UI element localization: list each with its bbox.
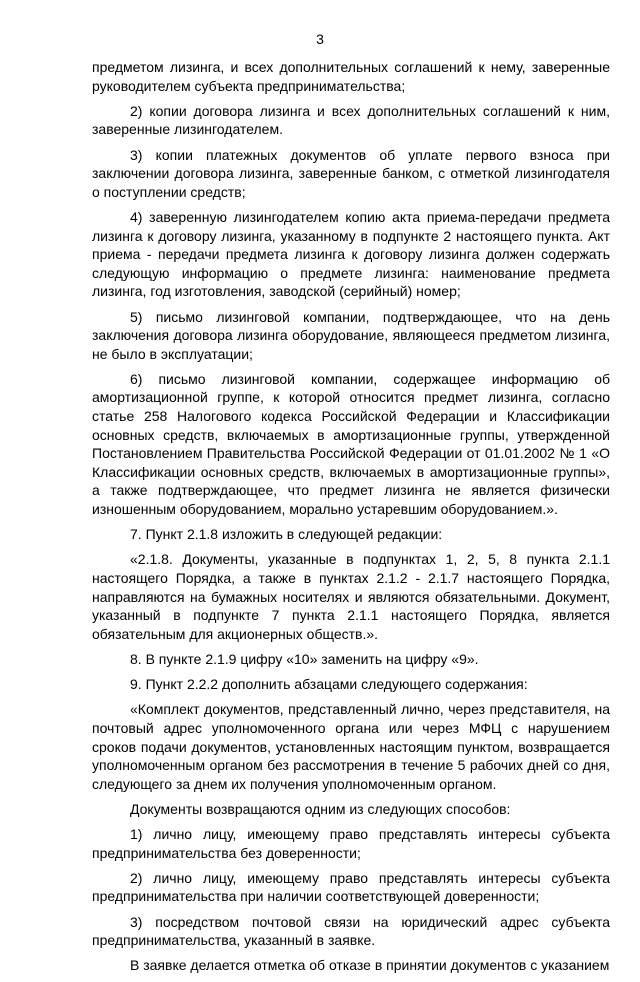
paragraph-return-methods: Документы возвращаются одним из следующих способов: — [130, 800, 511, 817]
paragraph-point-7: 7. Пункт 2.1.8 изложить в следующей редакции: — [130, 526, 443, 543]
paragraph-point-8: 8. В пункте 2.1.9 цифру «10» заменить на цифру «9». — [130, 650, 479, 667]
paragraph-continuation: предметом лизинга, и всех дополнительных соглашений к нему, заверенные руководителем субъекта предпринимательства; — [92, 59, 610, 94]
paragraph-item-2: 2) копии договора лизинга и всех дополнительных соглашений к ним, заверенные лизингодателем. — [92, 102, 610, 138]
paragraph-method-2: 2) лично лицу, имеющему право представлять интересы субъекта предпринимательства при наличии соответствующей доверенности; — [92, 869, 610, 905]
paragraph-refusal-note: В заявке делается отметка об отказе в принятии документов с указанием — [130, 957, 610, 974]
paragraph-method-3: 3) посредством почтовой связи на юридический адрес субъекта предпринимательства, указанный в заявке. — [92, 913, 610, 949]
paragraph-item-3: 3) копии платежных документов об уплате первого взноса при заключении договора лизинга, заверенные банком, с отметкой лизингодателя о поступлении средств; — [92, 146, 610, 200]
document-body — [92, 58, 610, 982]
paragraph-item-4: 4) заверенную лизингодателем копию акта приема-передачи предмета лизинга к договору лизинга, указанному в подпункте 2 настоящего пункта. Акт приема - передачи предмета лизинга к договору лизинга должен содержать следующую информацию о предмете лизинга: наименование предмета лизинга, год изготовления, заводской (серийный) номер; — [92, 208, 610, 300]
paragraph-point-9: 9. Пункт 2.2.2 дополнить абзацами следующего содержания: — [130, 676, 528, 693]
paragraph-point-2-1-8: «2.1.8. Документы, указанные в подпунктах 1, 2, 5, 8 пункта 2.1.1 настоящего Порядка, а также в пунктах 2.1.2 - 2.1.7 настоящего Порядка, направляются на бумажных носителях и являются обязательными. Документ, указанный в подпункте 7 пункта 2.1.1 настоящего Порядка, является обязательным для акционерных обществ.». — [92, 551, 610, 642]
page-number: 3 — [316, 31, 324, 47]
paragraph-return-rule: «Комплект документов, представленный лично, через представителя, на почтовый адрес уполномоченного органа или через МФЦ с нарушением сроков подачи документов, установленных настоящим пунктом, возвращается уполномоченным органом без рассмотрения в течение 5 рабочих дней со дня, следующего за днем их получения уполномоченным органом. — [92, 701, 610, 792]
paragraph-item-6: 6) письмо лизинговой компании, содержащее информацию об амортизационной группе, к которой относится предмет лизинга, согласно статье 258 Налогового кодекса Российской Федерации и Классификации основных средств, включаемых в амортизационные группы, утвержденной Постановлением Правительства Российской Федерации от 01.01.2002 № 1 «О Классификации основных средств, включаемых в амортизационные группы», а также подтверждающее, что предмет лизинга не является физически изношенным оборудованием, морально устаревшим оборудованием.». — [92, 370, 610, 518]
paragraph-item-5: 5) письмо лизинговой компании, подтверждающее, что на день заключения договора лизинга оборудование, являющееся предметом лизинга, не было в эксплуатации; — [92, 308, 610, 362]
paragraph-method-1: 1) лично лицу, имеющему право представлять интересы субъекта предпринимательства без доверенности; — [92, 826, 610, 861]
